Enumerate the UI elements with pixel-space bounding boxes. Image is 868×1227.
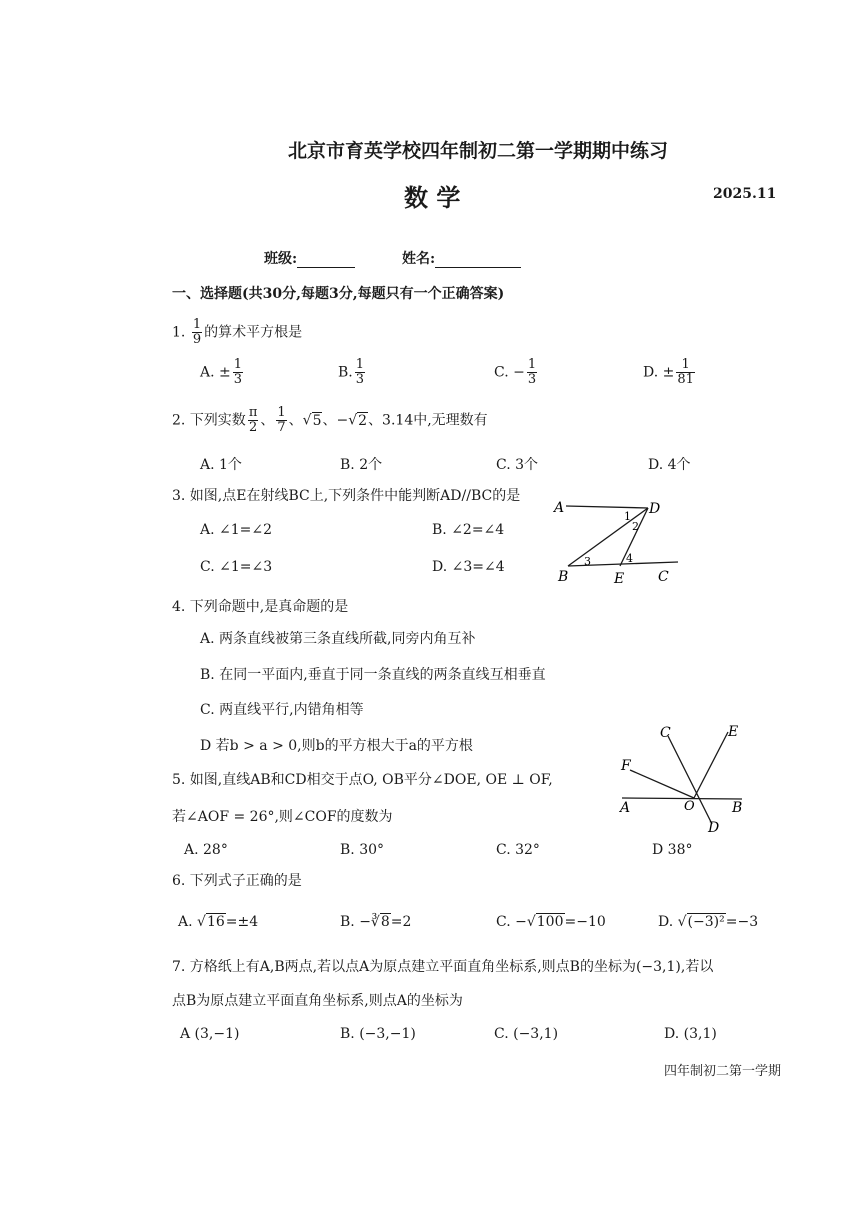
- question-5-line2: 若∠AOF = 26°,则∠COF的度数为: [172, 809, 393, 825]
- q3-option-c: C. ∠1=∠3: [200, 559, 273, 575]
- label-C: C: [660, 725, 671, 741]
- q5-option-b: B. 30°: [340, 842, 385, 858]
- q7-option-a: A (3,−1): [180, 1026, 240, 1042]
- q7-option-b: B. (−3,−1): [340, 1026, 416, 1042]
- label-A: A: [620, 800, 631, 816]
- class-label: 班级:: [264, 251, 298, 267]
- q6-option-b: B. −∛8=2: [340, 914, 412, 930]
- angle-1: 1: [624, 510, 631, 523]
- name-label: 姓名:: [402, 251, 436, 267]
- q5-option-c: C. 32°: [496, 842, 540, 858]
- label-E: E: [614, 571, 625, 586]
- q3-figure: [552, 494, 692, 586]
- q2-option-b: B. 2个: [340, 457, 383, 473]
- q7-option-c: C. (−3,1): [494, 1026, 559, 1042]
- q4-option-c: C. 两直线平行,内错角相等: [200, 702, 364, 718]
- class-blank: [297, 253, 355, 268]
- section-heading: 一、选择题(共30分,每题3分,每题只有一个正确答案): [172, 286, 505, 302]
- q1-option-c: C. − $\frac{1}{3}$: [494, 357, 537, 387]
- q2-option-c: C. 3个: [496, 457, 539, 473]
- label-O: O: [684, 799, 695, 814]
- question-6: 6. 下列式子正确的是: [172, 873, 302, 889]
- label-F: F: [621, 758, 631, 774]
- q3-option-d: D. ∠3=∠4: [432, 559, 505, 575]
- q5-option-d: D 38°: [652, 842, 693, 858]
- q1-option-b: B. $\frac{1}{3}$: [338, 357, 365, 387]
- q6-option-a: A. √16=±4: [178, 914, 259, 930]
- class-field: [264, 248, 355, 268]
- q2-option-d: D. 4个: [648, 457, 691, 473]
- angle-4: 4: [626, 552, 633, 565]
- q1-option-a: A. ± $\frac{1}{3}$: [200, 357, 243, 387]
- q2-option-a: A. 1个: [200, 457, 242, 473]
- question-2: 2. 下列实数 $\frac{\pi}{2}$ 、 $\frac{1}{7}$ 、√5、−√2、3.14中,无理数有: [172, 405, 488, 435]
- q3-option-a: A. ∠1=∠2: [200, 522, 273, 538]
- exam-date: 2025.11: [713, 186, 777, 202]
- q3-option-b: B. ∠2=∠4: [432, 522, 505, 538]
- label-B: B: [558, 569, 569, 585]
- question-1: [172, 318, 302, 347]
- subject-title: 数 学: [404, 183, 461, 212]
- q1-option-d: D. ± $\frac{1}{81}$: [643, 357, 694, 387]
- q6-option-c: C. −√100=−10: [496, 914, 606, 930]
- q5-figure: [616, 722, 756, 834]
- fraction: $\frac{1}{9}$: [192, 317, 202, 347]
- label-E: E: [728, 724, 739, 740]
- question-7-line2: 点B为原点建立平面直角坐标系,则点A的坐标为: [172, 993, 463, 1009]
- label-B: B: [732, 800, 743, 816]
- q5-option-a: A. 28°: [184, 842, 228, 858]
- page-footer: 四年制初二第一学期: [664, 1064, 782, 1079]
- q4-option-a: A. 两条直线被第三条直线所截,同旁内角互补: [200, 631, 476, 647]
- question-number: 1.: [172, 324, 186, 341]
- question-text: 的算术平方根是: [204, 324, 303, 341]
- angle-2: 2: [632, 520, 639, 533]
- label-C: C: [658, 569, 669, 585]
- label-D: D: [649, 501, 661, 517]
- question-4: 4. 下列命题中,是真命题的是: [172, 599, 349, 615]
- label-D: D: [708, 820, 720, 834]
- q4-option-d: D 若b > a > 0,则b的平方根大于a的平方根: [200, 738, 473, 754]
- q7-option-d: D. (3,1): [664, 1026, 717, 1042]
- question-7-line1: 7. 方格纸上有A,B两点,若以点A为原点建立平面直角坐标系,则点B的坐标为(−3,1),若以: [172, 959, 714, 975]
- question-5-line1: 5. 如图,直线AB和CD相交于点O, OB平分∠DOE, OE ⊥ OF,: [172, 772, 553, 788]
- name-field: [402, 248, 521, 268]
- exam-title: 北京市育英学校四年制初二第一学期期中练习: [288, 140, 669, 162]
- label-A: A: [554, 500, 565, 516]
- q4-option-b: B. 在同一平面内,垂直于同一条直线的两条直线互相垂直: [200, 667, 546, 683]
- q6-option-d: D. √(−3)²=−3: [658, 914, 759, 930]
- name-blank: [435, 253, 521, 268]
- question-3: 3. 如图,点E在射线BC上,下列条件中能判断AD//BC的是: [172, 488, 521, 504]
- angle-3: 3: [584, 555, 591, 568]
